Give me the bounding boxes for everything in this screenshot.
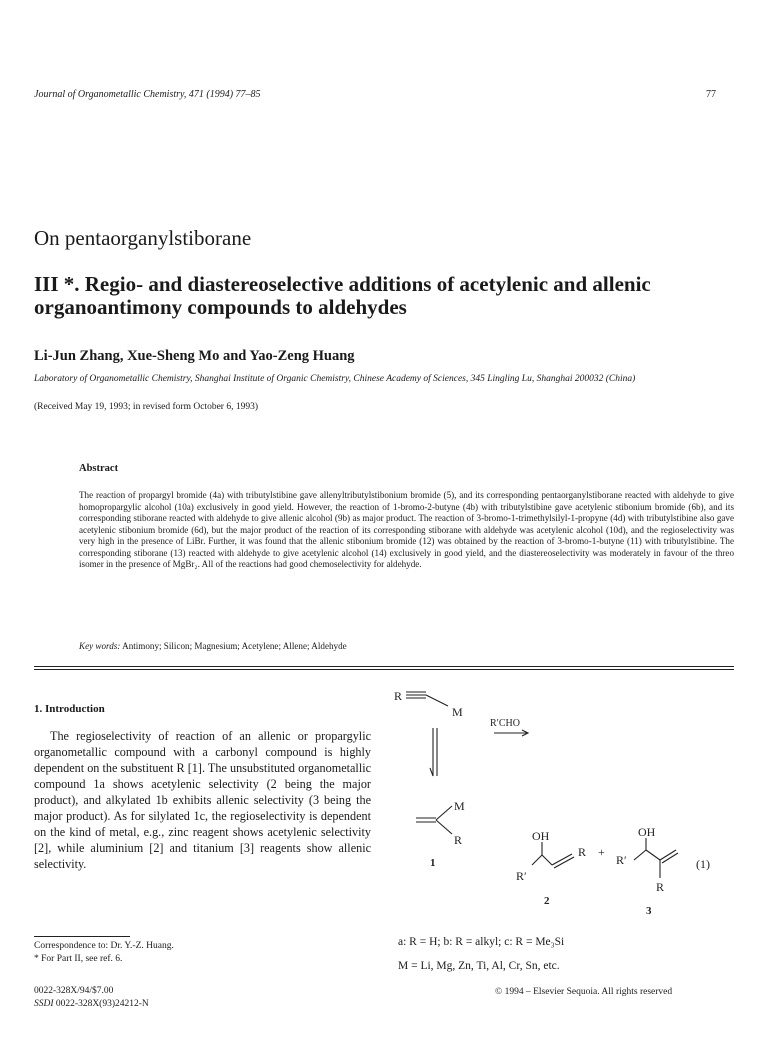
scheme-r-top: R xyxy=(394,689,403,703)
author-list: Li-Jun Zhang, Xue-Sheng Mo and Yao-Zeng Huang xyxy=(34,348,355,364)
scheme-legend xyxy=(398,930,564,978)
received-dates: (Received May 19, 1993; in revised form October 6, 1993) xyxy=(34,402,258,412)
scheme-m-mid: M xyxy=(454,799,465,813)
equation-number: (1) xyxy=(696,857,710,871)
section-divider-bottom xyxy=(34,669,734,670)
compound-label-1: 1 xyxy=(430,857,436,869)
p2-rprime: R′ xyxy=(516,869,527,883)
section-divider-top xyxy=(34,666,734,667)
p2-oh: OH xyxy=(532,829,550,843)
keywords-label: Key words: xyxy=(79,641,121,651)
p3-rprime: R′ xyxy=(616,853,627,867)
p3-oh: OH xyxy=(638,825,656,839)
introduction-body xyxy=(34,728,371,872)
compound-label-3: 3 xyxy=(646,905,652,917)
copyright-notice: © 1994 – Elsevier Sequoia. All rights reserved xyxy=(495,987,673,997)
section-heading: 1. Introduction xyxy=(34,703,105,715)
ssdi-code: 0022-328X(93)24212-N xyxy=(55,999,149,1009)
compound-label-2: 2 xyxy=(544,895,550,907)
p3-allene-1 xyxy=(660,850,676,860)
scheme-reagent: R′CHO xyxy=(490,718,520,729)
series-title: On pentaorganylstiborane xyxy=(34,226,252,250)
scheme-r-mid: R xyxy=(454,833,463,847)
keywords-list: Antimony; Silicon; Magnesium; Acetylene; Allene; Aldehyde xyxy=(122,641,347,651)
scheme-m-top: M xyxy=(452,705,463,719)
journal-citation: Journal of Organometallic Chemistry, 471 (1994) 77–85 xyxy=(34,89,261,100)
footnote-part: * For Part II, see ref. 6. xyxy=(34,954,123,964)
article-title: III *. Regio- and diastereoselective additions of acetylenic and allenic organoantimony compounds to aldehydes xyxy=(34,272,651,319)
abstract-text: The reaction of propargyl bromide (4a) with tributylstibine gave allenyltributylstibonium bromide (5), and its corresponding pentaorganylstiborane reacted with aldehyde to give homopropargylic alcohol (10a) exclusively in good yield. However, the reaction of 1-bromo-2-butyne (4b) with tributylstibine gave acetylenic stibonium bromide (6b), and its corresponding stiborane reacted with aldehyde to give allenic alcohol (9b) as major product. The reaction of 3-bromo-1-trimethylsilyl-1-propyne (4d) with tributylstibine also gave acetylenic stibonium bromide (6d), but the major product of the reaction of its corresponding stiborane with aldehyde was acetylenic alcohol (10d), and the regioselectivity was very high in the presence of LiBr. Further, it was found that the allenic stibonium bromide (12) was obtained by the reaction of 3-bromo-1-butyne (11) with tributylstibine. The corresponding stiborane (13) reacted with aldehyde to give acetylenic alcohol (14) exclusively in good yield, and the diastereoselectivity was moderately in favour of the threo isomer in the presence of MgBr₂. All of the reactions had good chemoselectivity for aldehyde. xyxy=(79,490,734,569)
abstract-heading: Abstract xyxy=(79,463,119,474)
footnote-rule xyxy=(34,936,130,937)
p2-r: R xyxy=(578,845,587,859)
scheme-plus: + xyxy=(598,845,605,859)
p2-bond-1 xyxy=(532,855,542,865)
affiliation: Laboratory of Organometallic Chemistry, Shanghai Institute of Organic Chemistry, Chinese Academy of Sciences, 345 Lingling Lu, Shanghai 200032 (China) xyxy=(34,374,636,384)
ch2-bond xyxy=(426,695,448,706)
ssdi-line xyxy=(34,998,149,1011)
legend-substituents: a: R = H; b: R = alkyl; c: R = Me₃Si xyxy=(398,936,565,948)
ssdi-label: SSDI xyxy=(34,999,54,1009)
legend-metals: M = Li, Mg, Zn, Ti, Al, Cr, Sn, etc. xyxy=(398,960,560,972)
footnotes xyxy=(34,940,174,966)
page-number: 77 xyxy=(706,89,716,100)
introduction-paragraph: The regioselectivity of reaction of an allenic or propargylic organometallic compound with a carbonyl compound is highly dependent on the substituent R [1]. The unsubstituted organometallic compound 1a shows acetylenic selectivity (2 being the major product), and alkylated 1b exhibits allenic selectivity (3 being the major product). As for silylated 1c, the regioselectivity is dependent on the kind of metal, e.g., zinc reagent shows acetylenic selectivity [2], while aluminium [2] and titanium [3] reagents show allenic selectivity. xyxy=(34,729,371,871)
p3-r: R xyxy=(656,880,665,894)
metal-bond xyxy=(436,806,452,820)
p3-allene-2 xyxy=(662,853,678,863)
p2-bond-2 xyxy=(542,855,552,865)
keywords-line xyxy=(79,641,347,651)
issn-line: 0022-328X/94/$7.00 xyxy=(34,986,114,996)
footnote-correspondence: Correspondence to: Dr. Y.-Z. Huang. xyxy=(34,941,174,951)
p3-bond-2 xyxy=(646,850,660,860)
reaction-scheme xyxy=(390,688,730,928)
r-bond xyxy=(436,820,452,834)
issn-block xyxy=(34,985,149,1011)
p3-bond-1 xyxy=(634,850,646,860)
